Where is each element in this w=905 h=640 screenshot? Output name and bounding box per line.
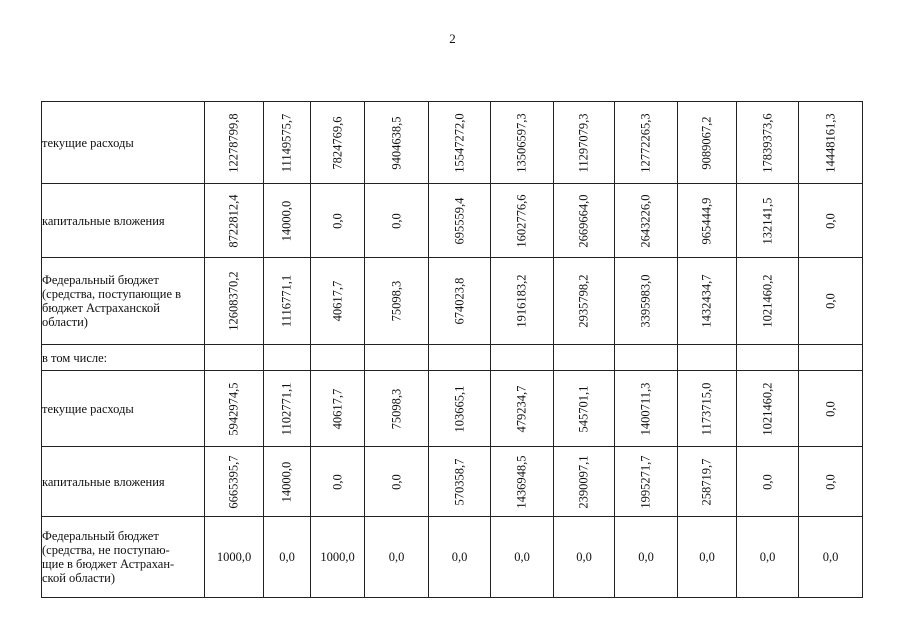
value-cell: [554, 258, 615, 345]
value-cell: [365, 517, 429, 598]
cell-value: 1916183,2: [514, 274, 529, 328]
value-cell: [311, 371, 365, 447]
cell-value: 6665395,7: [226, 454, 241, 509]
value-cell: [491, 184, 554, 258]
row-label: Федеральный бюджет (средства, поступающие в бюджет Астраханской области): [42, 258, 205, 345]
table-row: [42, 447, 863, 517]
row-label: текущие расходы: [42, 102, 205, 184]
value-cell: [737, 184, 799, 258]
value-cell: [429, 517, 491, 598]
value-cell: [264, 102, 311, 184]
cell-value: 0,0: [576, 549, 592, 564]
value-cell: [554, 517, 615, 598]
cell-value: 2669664,0: [576, 193, 591, 248]
cell-value: 12278799,8: [226, 112, 241, 173]
cell-value: 0,0: [514, 549, 530, 564]
value-cell: [365, 258, 429, 345]
cell-value: 9089067,2: [699, 115, 714, 170]
cell-value: 1400711,3: [638, 382, 653, 435]
value-cell: [205, 102, 264, 184]
cell-value: 695559,4: [452, 197, 466, 244]
cell-value: 0,0: [389, 473, 403, 490]
value-cell: [205, 371, 264, 447]
value-cell: [615, 102, 678, 184]
cell-value: 1995271,7: [638, 454, 653, 509]
value-cell: [554, 447, 615, 517]
row-label: в том числе:: [42, 345, 205, 371]
value-cell: [264, 345, 311, 371]
value-cell: [678, 184, 737, 258]
cell-value: 12772265,3: [638, 112, 653, 173]
value-cell: [554, 184, 615, 258]
cell-value: 1436948,5: [514, 454, 529, 509]
cell-value: 7824769,6: [330, 115, 344, 170]
value-cell: [311, 345, 365, 371]
value-cell: [365, 184, 429, 258]
cell-value: 3395983,0: [638, 274, 653, 328]
value-cell: [205, 184, 264, 258]
value-cell: [554, 345, 615, 371]
value-cell: [205, 345, 264, 371]
cell-value: 0,0: [330, 212, 344, 229]
cell-value: 0,0: [279, 549, 295, 564]
cell-value: 11149575,7: [279, 113, 294, 172]
table-row: [42, 371, 863, 447]
budget-table: [41, 101, 863, 598]
value-cell: [799, 371, 863, 447]
value-cell: [615, 184, 678, 258]
cell-value: 545701,1: [576, 385, 591, 432]
value-cell: [429, 258, 491, 345]
value-cell: [365, 345, 429, 371]
cell-value: 0,0: [760, 473, 774, 490]
value-cell: [678, 447, 737, 517]
cell-value: 2390097,1: [576, 454, 591, 509]
cell-value: 479234,7: [514, 385, 529, 432]
value-cell: [615, 345, 678, 371]
row-label: текущие расходы: [42, 371, 205, 447]
cell-value: 12608370,2: [226, 271, 241, 331]
value-cell: [311, 102, 365, 184]
row-label: Федеральный бюджет (средства, не поступаю- щие в бюджет Астрахан- ской области): [42, 517, 205, 598]
value-cell: [678, 517, 737, 598]
value-cell: [491, 447, 554, 517]
value-cell: [365, 102, 429, 184]
cell-value: 8722812,4: [226, 193, 241, 248]
cell-value: 1173715,0: [699, 382, 714, 435]
value-cell: [205, 517, 264, 598]
cell-value: 1000,0: [320, 549, 355, 564]
cell-value: 0,0: [823, 473, 837, 490]
value-cell: [678, 258, 737, 345]
cell-value: 0,0: [388, 549, 405, 564]
cell-value: 11297079,3: [576, 113, 591, 172]
table-row: [42, 184, 863, 258]
cell-value: 570358,7: [452, 458, 466, 505]
value-cell: [737, 371, 799, 447]
cell-value: 965444,9: [699, 197, 714, 244]
cell-value: 1021460,2: [760, 274, 774, 328]
cell-value: 1602776,6: [514, 193, 529, 248]
value-cell: [311, 447, 365, 517]
value-cell: [737, 258, 799, 345]
table-row: [42, 102, 863, 184]
value-cell: [491, 102, 554, 184]
table-row: [42, 517, 863, 598]
table-row: [42, 345, 863, 371]
cell-value: 75098,3: [389, 388, 403, 429]
cell-value: 5942974,5: [226, 381, 241, 436]
value-cell: [429, 102, 491, 184]
cell-value: 14448161,3: [823, 112, 837, 173]
cell-value: 14000,0: [279, 461, 294, 502]
value-cell: [429, 184, 491, 258]
cell-value: 1116771,1: [279, 274, 294, 328]
value-cell: [799, 345, 863, 371]
cell-value: 40617,7: [330, 280, 344, 322]
row-label: капитальные вложения: [42, 447, 205, 517]
cell-value: 0,0: [451, 549, 468, 564]
cell-value: 1000,0: [216, 549, 252, 564]
cell-value: 1432434,7: [699, 274, 714, 328]
value-cell: [615, 371, 678, 447]
cell-value: 132141,5: [760, 197, 774, 244]
value-cell: [264, 371, 311, 447]
value-cell: [615, 447, 678, 517]
cell-value: 674023,8: [452, 277, 466, 325]
cell-value: 40617,7: [330, 388, 344, 429]
cell-value: 13506597,3: [514, 112, 529, 173]
cell-value: 0,0: [823, 293, 837, 309]
cell-value: 14000,0: [279, 200, 294, 241]
value-cell: [737, 447, 799, 517]
value-cell: [678, 345, 737, 371]
value-cell: [365, 447, 429, 517]
value-cell: [311, 517, 365, 598]
value-cell: [264, 258, 311, 345]
value-cell: [429, 371, 491, 447]
cell-value: 17839373,6: [760, 112, 774, 173]
value-cell: [264, 517, 311, 598]
cell-value: 0,0: [699, 549, 715, 564]
value-cell: [615, 517, 678, 598]
cell-value: 9404638,5: [389, 115, 403, 170]
cell-value: 0,0: [759, 549, 776, 564]
cell-value: 0,0: [389, 212, 403, 229]
value-cell: [737, 102, 799, 184]
cell-value: 0,0: [330, 473, 344, 490]
cell-value: 0,0: [638, 549, 654, 564]
cell-value: 0,0: [822, 549, 839, 564]
value-cell: [678, 371, 737, 447]
cell-value: 1102771,1: [279, 382, 294, 435]
value-cell: [554, 371, 615, 447]
value-cell: [264, 184, 311, 258]
value-cell: [205, 447, 264, 517]
value-cell: [737, 517, 799, 598]
table-row: [42, 258, 863, 345]
value-cell: [554, 102, 615, 184]
value-cell: [429, 447, 491, 517]
row-label: капитальные вложения: [42, 184, 205, 258]
value-cell: [491, 517, 554, 598]
value-cell: [205, 258, 264, 345]
value-cell: [799, 447, 863, 517]
value-cell: [311, 258, 365, 345]
value-cell: [491, 371, 554, 447]
value-cell: [799, 258, 863, 345]
value-cell: [264, 447, 311, 517]
cell-value: 75098,3: [389, 280, 403, 322]
value-cell: [678, 102, 737, 184]
value-cell: [615, 258, 678, 345]
page-number: 2: [449, 31, 456, 46]
cell-value: 0,0: [823, 212, 837, 229]
cell-value: 1021460,2: [760, 381, 774, 436]
cell-value: 0,0: [823, 400, 837, 417]
cell-value: 103665,1: [452, 385, 466, 432]
cell-value: 2935798,2: [576, 274, 591, 328]
value-cell: [491, 345, 554, 371]
value-cell: [799, 517, 863, 598]
value-cell: [799, 102, 863, 184]
value-cell: [737, 345, 799, 371]
value-cell: [491, 258, 554, 345]
value-cell: [365, 371, 429, 447]
value-cell: [429, 345, 491, 371]
value-cell: [799, 184, 863, 258]
cell-value: 15547272,0: [452, 112, 466, 173]
cell-value: 2643226,0: [638, 193, 653, 248]
value-cell: [311, 184, 365, 258]
cell-value: 258719,7: [699, 458, 714, 505]
